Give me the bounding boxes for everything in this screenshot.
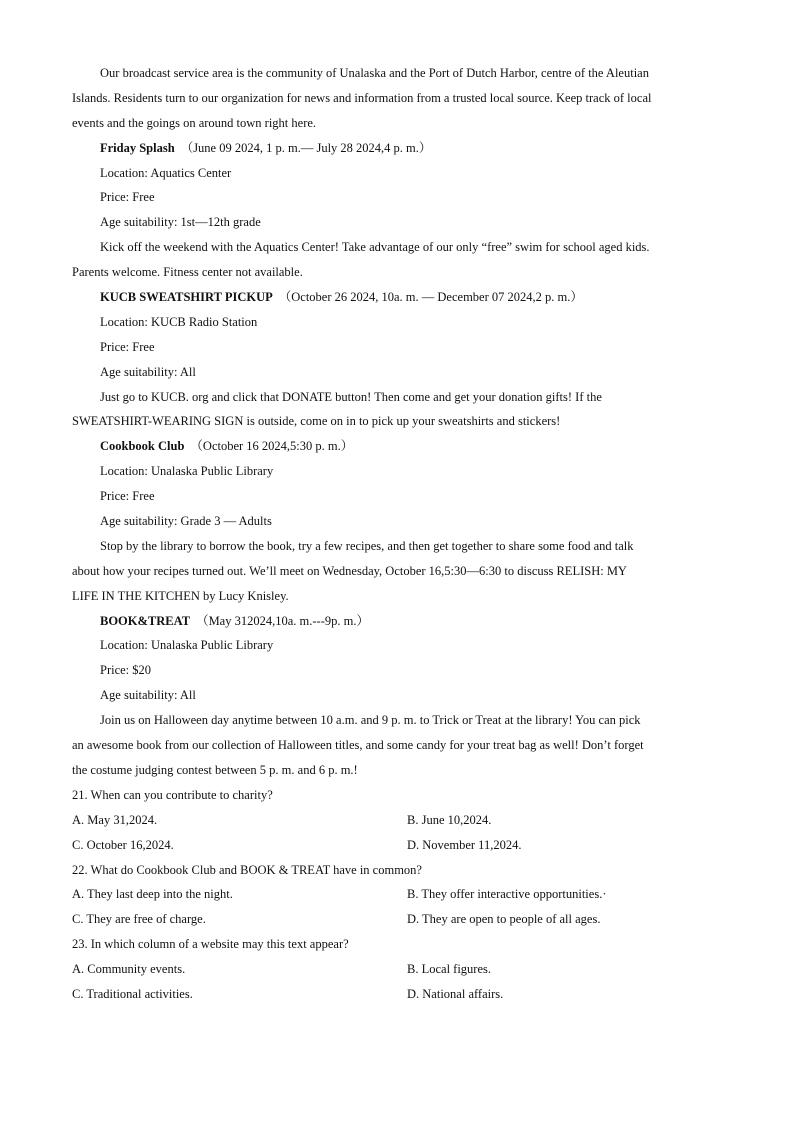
- options-row: [72, 882, 722, 907]
- event-title: KUCB SWEATSHIRT PICKUP: [100, 290, 273, 305]
- intro-paragraph: [72, 61, 722, 136]
- event-location: Location: Unalaska Public Library: [100, 464, 274, 479]
- event-kucb-sweatshirt-pickup: [72, 285, 722, 434]
- option-b: B. Local figures.: [407, 962, 492, 977]
- event-description-line: the costume judging contest between 5 p. m. and 6 p. m.!: [72, 762, 358, 777]
- option-c: C. They are free of charge.: [72, 912, 206, 927]
- options-row: [72, 907, 722, 932]
- question-21: [72, 783, 722, 858]
- option-a: A. They last deep into the night.: [72, 887, 233, 902]
- option-a: A. May 31,2024.: [72, 812, 158, 827]
- text-line: events and the goings on around town right here.: [72, 115, 317, 130]
- event-cookbook-club: [72, 434, 722, 608]
- event-heading: [72, 285, 722, 310]
- event-book-and-treat: [72, 609, 722, 783]
- question-22: [72, 858, 722, 933]
- document-page: [72, 61, 722, 1007]
- event-age: Age suitability: All: [100, 688, 196, 703]
- event-age: Age suitability: Grade 3 — Adults: [100, 514, 272, 529]
- event-title: Cookbook Club: [100, 439, 185, 454]
- options-row: [72, 957, 722, 982]
- event-description-line: Just go to KUCB. org and click that DONATE button! Then come and get your donation gifts! If the: [100, 389, 602, 404]
- option-d: D. National affairs.: [407, 986, 504, 1001]
- event-heading: [72, 136, 722, 161]
- question-stem: 22. What do Cookbook Club and BOOK & TREAT have in common?: [72, 862, 422, 877]
- text-line: Our broadcast service area is the community of Unalaska and the Port of Dutch Harbor, centre of the Aleutian: [100, 66, 649, 80]
- option-b: B. They offer interactive opportunities.·: [407, 887, 607, 902]
- event-description-line: Kick off the weekend with the Aquatics Center! Take advantage of our only “free” swim for school aged kids.: [100, 240, 650, 255]
- event-price: Price: Free: [100, 339, 155, 354]
- option-c: C. October 16,2024.: [72, 837, 174, 852]
- option-c: C. Traditional activities.: [72, 986, 193, 1001]
- event-description-line: LIFE IN THE KITCHEN by Lucy Knisley.: [72, 588, 289, 603]
- event-heading: [72, 609, 722, 634]
- event-title: Friday Splash: [100, 140, 175, 155]
- option-b: B. June 10,2024.: [407, 812, 492, 827]
- event-age: Age suitability: 1st—12th grade: [100, 215, 261, 230]
- question-stem: 21. When can you contribute to charity?: [72, 787, 273, 802]
- event-dates: （October 16 2024,5:30 p. m.）: [190, 439, 354, 454]
- event-dates: （May 312024,10a. m.---9p. m.）: [196, 613, 369, 628]
- event-friday-splash: [72, 136, 722, 285]
- options-row: [72, 982, 722, 1007]
- event-location: Location: Aquatics Center: [100, 165, 232, 180]
- event-heading: [72, 434, 722, 459]
- event-price: Price: $20: [100, 663, 152, 678]
- option-a: A. Community events.: [72, 962, 186, 977]
- event-price: Price: Free: [100, 190, 155, 205]
- event-description-line: SWEATSHIRT-WEARING SIGN is outside, come on in to pick up your sweatshirts and stickers!: [72, 414, 561, 429]
- event-description-line: Parents welcome. Fitness center not available.: [72, 265, 303, 280]
- event-description-line: Join us on Halloween day anytime between 10 a.m. and 9 p. m. to Trick or Treat at the library! You can pick: [100, 713, 641, 728]
- event-description-line: an awesome book from our collection of Halloween titles, and some candy for your treat bag as well! Don’t forget: [72, 738, 644, 753]
- text-line: Islands. Residents turn to our organization for news and information from a trusted local source. Keep track of local: [72, 90, 652, 105]
- event-dates: （October 26 2024, 10a. m. — December 07 2024,2 p. m.）: [278, 290, 583, 305]
- option-d: D. They are open to people of all ages.: [407, 912, 601, 927]
- event-price: Price: Free: [100, 489, 155, 504]
- option-d: D. November 11,2024.: [407, 837, 522, 852]
- question-23: [72, 932, 722, 1007]
- event-description-line: Stop by the library to borrow the book, try a few recipes, and then get together to share some food and talk: [100, 538, 634, 553]
- event-dates: （June 09 2024, 1 p. m.— July 28 2024,4 p. m.）: [180, 140, 432, 155]
- options-row: [72, 808, 722, 833]
- event-title: BOOK&TREAT: [100, 613, 191, 628]
- event-location: Location: KUCB Radio Station: [100, 314, 258, 329]
- event-description-line: about how your recipes turned out. We’ll meet on Wednesday, October 16,5:30—6:30 to discuss RELISH: MY: [72, 563, 627, 578]
- event-location: Location: Unalaska Public Library: [100, 638, 274, 653]
- question-stem: 23. In which column of a website may this text appear?: [72, 937, 349, 952]
- event-age: Age suitability: All: [100, 364, 196, 379]
- options-row: [72, 833, 722, 858]
